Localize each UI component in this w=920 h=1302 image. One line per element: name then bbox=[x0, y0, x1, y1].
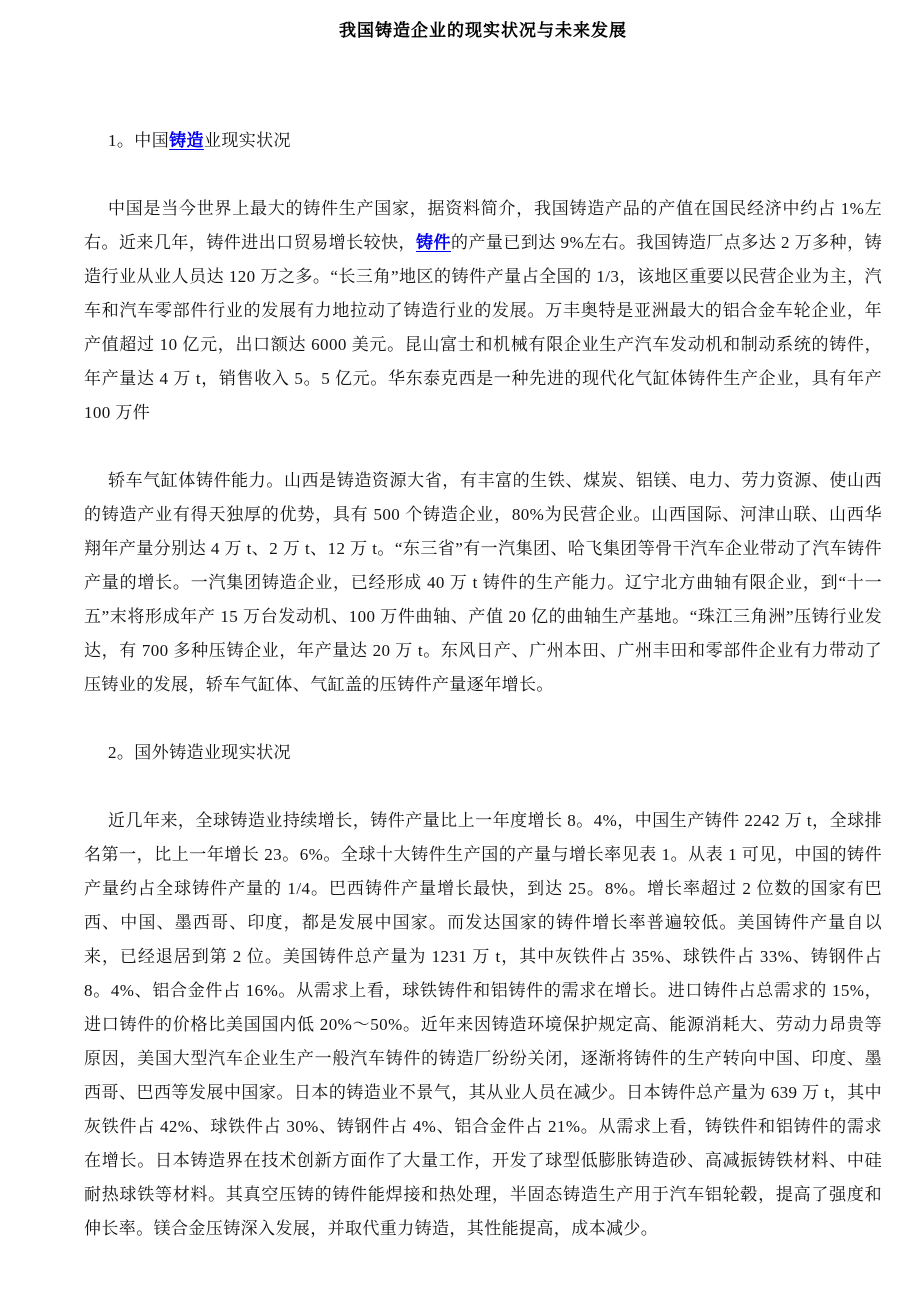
section-1-paragraph-1 bbox=[84, 192, 882, 430]
section-1-paragraph-1-pre: 中国是当今世界上最大的铸件生产国家，据资料简介，我国铸造产品的产值在国民经济中约占 1%左右。近来几年，铸件进出口贸易增长较快， bbox=[84, 199, 882, 252]
zhujian-hyperlink[interactable]: 铸件 bbox=[416, 233, 451, 252]
section-2-paragraph-1: 近几年来，全球铸造业持续增长，铸件产量比上一年度增长 8。4%，中国生产铸件 2242 万 t，全球排名第一，比上一年增长 23。6%。全球十大铸件生产国的产量与增长率见表 1。从表 1 可见，中国的铸件产量约占全球铸件产量的 1/4。巴西铸件产量增长最快，到达 25。8%。增长率超过 2 位数的国家有巴西、中国、墨西哥、印度，都是发展中国家。而发达国家的铸件增长率普遍较低。美国铸件产量自以来，已经退居到第 2 位。美国铸件总产量为 1231 万 t，其中灰铁件占 35%、球铁件占 33%、铸钢件占 8。4%、铝合金件占 16%。从需求上看，球铁铸件和铝铸件的需求在增长。进口铸件占总需求的 15%，进口铸件的价格比美国国内低 20%～50%。近年来因铸造环境保护规定高、能源消耗大、劳动力昂贵等原因，美国大型汽车企业生产一般汽车铸件的铸造厂纷纷关闭，逐渐将铸件的生产转向中国、印度、墨西哥、巴西等发展中国家。日本的铸造业不景气，其从业人员在减少。日本铸件总产量为 639 万 t，其中灰铁件占 42%、球铁件占 30%、铸钢件占 4%、铝合金件占 21%。从需求上看，铸铁件和铝铸件的需求在增长。日本铸造界在技术创新方面作了大量工作，开发了球型低膨胀铸造砂、高减振铸铁材料、中硅耐热球铁等材料。其真空压铸的铸件能焊接和热处理，半固态铸造生产用于汽车铝轮毂，提高了强度和伸长率。镁合金压铸深入发展，并取代重力铸造，其性能提高，成本减少。 bbox=[84, 811, 882, 1238]
section-1-heading-pre: 1。中国 bbox=[108, 131, 170, 150]
section-1-heading-post: 业现实状况 bbox=[203, 131, 291, 150]
zhuzao-hyperlink[interactable]: 铸造 bbox=[169, 131, 204, 150]
document-title: 我国铸造企业的现实状况与未来发展 bbox=[339, 21, 627, 40]
section-1-paragraph-2: 轿车气缸体铸件能力。山西是铸造资源大省，有丰富的生铁、煤炭、铝镁、电力、劳力资源、使山西的铸造产业有得天独厚的优势，具有 500 个铸造企业，80%为民营企业。山西国际、河津山联、山西华翔年产量分别达 4 万 t、2 万 t、12 万 t。“东三省”有一汽集团、哈飞集团等骨干汽车企业带动了汽车铸件产量的增长。一汽集团铸造企业，已经形成 40 万 t 铸件的生产能力。辽宁北方曲轴有限企业，到“十一五”末将形成年产 15 万台发动机、100 万件曲轴、产值 20 亿的曲轴生产基地。“珠江三角洲”压铸行业发达，有 700 多种压铸企业，年产量达 20 万 t。东风日产、广州本田、广州丰田和零部件企业有力带动了压铸业的发展，轿车气缸体、气缸盖的压铸件产量逐年增长。 bbox=[84, 471, 882, 694]
section-1-heading bbox=[84, 124, 882, 158]
section-1-paragraph-1-post: 的产量已到达 9%左右。我国铸造厂点多达 2 万多种，铸造行业从业人员达 120 万之多。“长三角”地区的铸件产量占全国的 1/3，该地区重要以民营企业为主，汽车和汽车零部件行业的发展有力地拉动了铸造行业的发展。万丰奥特是亚洲最大的铝合金车轮企业，年产值超过 10 亿元，出口额达 6000 美元。昆山富士和机械有限企业生产汽车发动机和制动系统的铸件，年产量达 4 万 t，销售收入 5。5 亿元。华东泰克西是一种先进的现代化气缸体铸件生产企业，具有年产 100 万件 bbox=[84, 233, 882, 422]
section-2-heading: 2。国外铸造业现实状况 bbox=[108, 743, 291, 762]
